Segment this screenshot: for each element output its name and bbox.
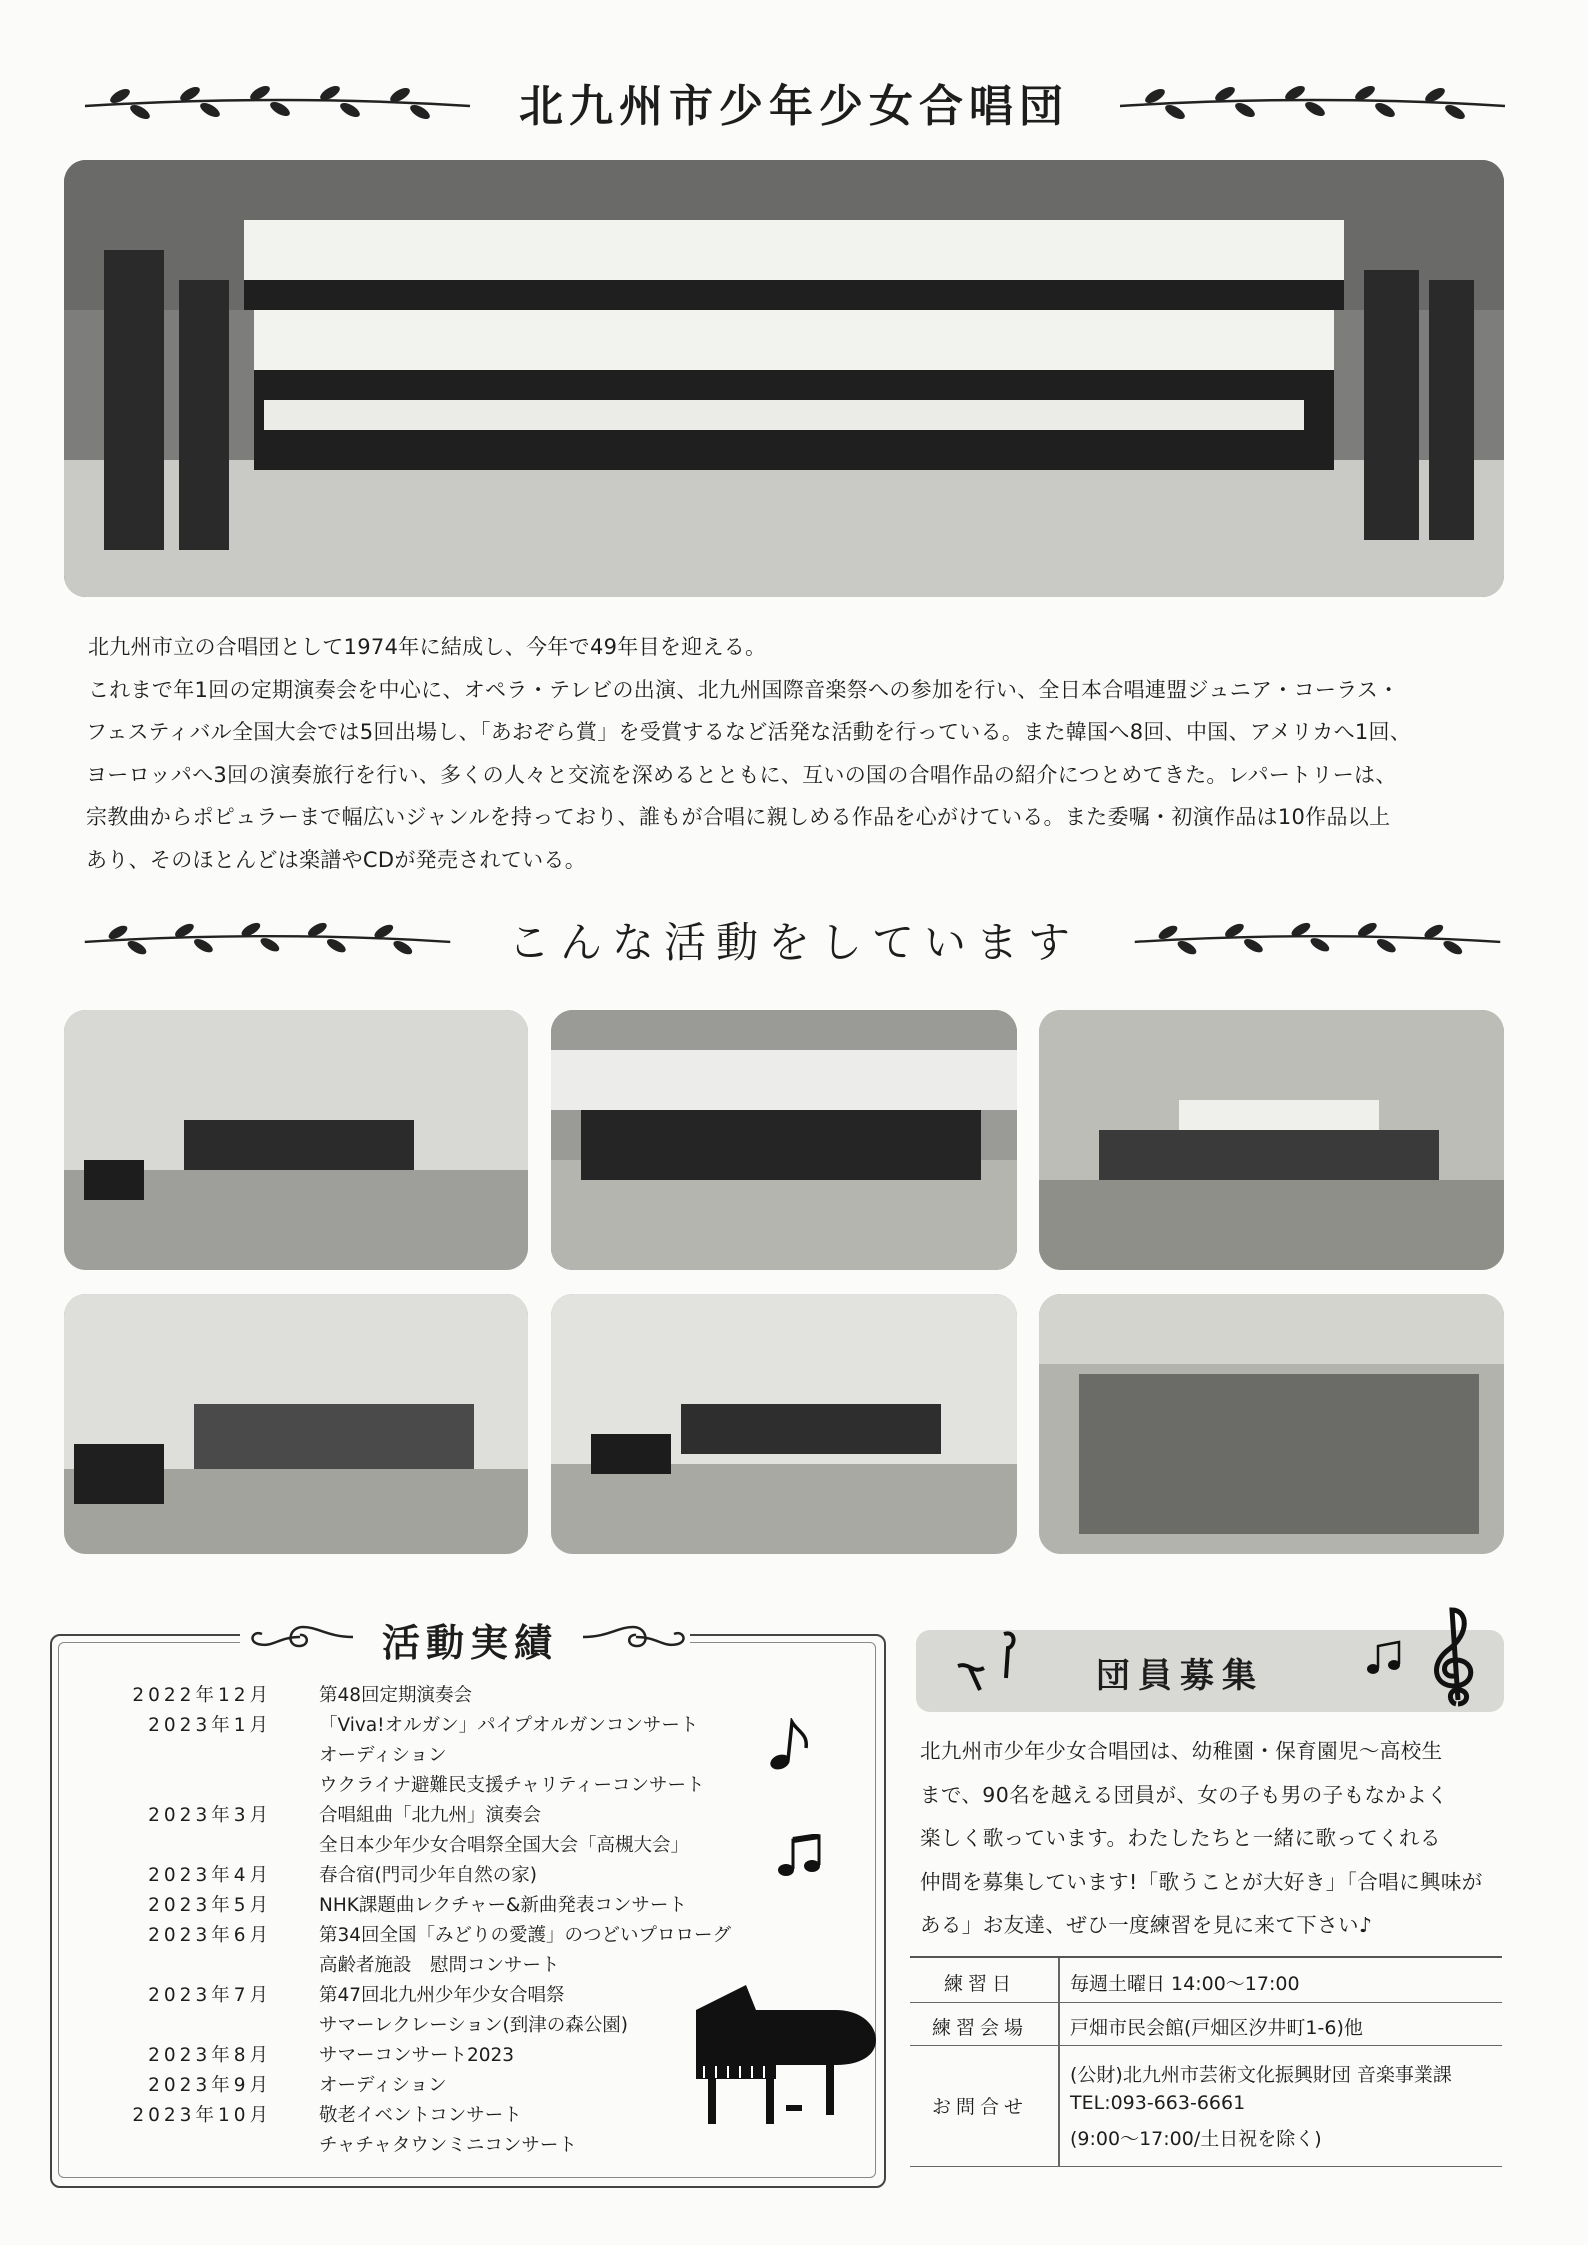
info-table: [910, 1956, 1502, 2166]
notes-icon: [1364, 1638, 1404, 1678]
record-item: オーディション: [319, 2075, 447, 2096]
intro-line: ヨーロッパへ3回の演奏旅行を行い、多くの人々と交流を深めるとともに、互いの国の合唱作品の紹介につとめてきた。レパートリーは、: [86, 762, 1397, 787]
grand-piano-icon: [686, 1980, 886, 2130]
record-item: オーディション: [319, 1745, 447, 1766]
intro-line: 北九州市立の合唱団として1974年に結成し、今年で49年目を迎える。: [88, 635, 767, 659]
intro-line: あり、そのほとんどは楽譜やCDが発売されている。: [86, 847, 587, 872]
beamed-notes-icon: [776, 1834, 824, 1878]
info-value: (9:00〜17:00/土日祝を除く): [1070, 2128, 1322, 2150]
record-item: ウクライナ避難民支援チャリティーコンサート: [319, 1775, 705, 1796]
laurel-right-ornament: [1130, 920, 1505, 960]
intro-line: 宗教曲からポピュラーまで幅広いジャンルを持っており、誰もが合唱に親しめる作品を心がけている。また委嘱・初演作品は10作品以上: [86, 805, 1391, 829]
record-date: 2023年3月: [148, 1805, 272, 1826]
recruit-line: 仲間を募集しています!「歌うことが大好き」「合唱に興味が: [920, 1869, 1483, 1894]
info-label: お問合せ: [931, 2096, 1028, 2118]
page-title: 北九州市少年少女合唱団: [519, 81, 1069, 132]
record-item: サマーコンサート2023: [319, 2045, 515, 2066]
record-date: 2022年12月: [132, 1685, 272, 1706]
info-value: 戸畑市民会館(戸畑区汐井町1-6)他: [1070, 2017, 1363, 2039]
info-value: (公財)北九州市芸術文化振興財団 音楽事業課: [1070, 2064, 1452, 2086]
record-item: 合唱組曲「北九州」演奏会: [319, 1805, 542, 1826]
intro-text: [88, 626, 1508, 881]
activity-photo-concert-4: [551, 1294, 1017, 1554]
activity-photo-concert-3: [64, 1294, 528, 1554]
record-item: 春合宿(門司少年自然の家): [319, 1865, 537, 1886]
record-date: 2023年9月: [148, 2075, 272, 2096]
recruit-line: 北九州市少年少女合唱団は、幼稚園・保育園児〜高校生: [920, 1739, 1443, 1763]
intro-line: これまで年1回の定期演奏会を中心に、オペラ・テレビの出演、北九州国際音楽祭への参加を行い、全日本合唱連盟ジュニア・コーラス・: [88, 677, 1400, 702]
record-date: 2023年1月: [148, 1715, 272, 1736]
record-date: 2023年7月: [148, 1985, 272, 2006]
info-row-practice-venue: [910, 2003, 1502, 2046]
record-date: 2023年10月: [132, 2105, 272, 2126]
record-item: NHK課題曲レクチャー&新曲発表コンサート: [319, 1895, 687, 1916]
activity-photo-concert-2: [551, 1010, 1017, 1270]
record-item: 第47回北九州少年少女合唱祭: [319, 1985, 565, 2006]
info-row-contact: [910, 2046, 1502, 2167]
record-item: サマーレクレーション(到津の森公園): [319, 2015, 628, 2036]
info-row-practice-day: [910, 1958, 1502, 2003]
activity-photo-stage-show: [1039, 1010, 1504, 1270]
record-date: 2023年4月: [148, 1865, 272, 1886]
records-heading: 活動実績: [381, 1621, 558, 1665]
record-date: 2023年6月: [148, 1925, 272, 1946]
record-item: 第34回全国「みどりの愛護」のつどいプロローグ: [319, 1925, 732, 1946]
record-item: 高齢者施設 慰問コンサート: [319, 1955, 560, 1976]
info-value: 毎週土曜日 14:00〜17:00: [1070, 1973, 1300, 1995]
record-item: 敬老イベントコンサート: [319, 2105, 522, 2126]
scroll-ornament-left-icon: [248, 1622, 358, 1652]
eighth-note-icon: [768, 1718, 812, 1772]
treble-clef-icon: [1418, 1604, 1490, 1714]
recruit-heading: 団員募集: [1096, 1656, 1264, 1696]
info-label: 練習日: [943, 1973, 1016, 1995]
info-value: TEL:093-663-6661: [1070, 2092, 1246, 2114]
laurel-right-ornament: [1115, 84, 1510, 124]
record-date: 2023年8月: [148, 2045, 272, 2066]
recruit-text: [920, 1730, 1505, 1948]
record-item: チャチャタウンミニコンサート: [319, 2135, 577, 2156]
music-note-icon: [950, 1618, 1030, 1698]
recruit-line: ある」お友達、ぜひ一度練習を見に来て下さい♪: [920, 1913, 1373, 1937]
activity-photo-group-outdoor: [1039, 1294, 1504, 1554]
record-date: 2023年5月: [148, 1895, 272, 1916]
record-item: 第48回定期演奏会: [319, 1685, 473, 1706]
activities-heading: こんな活動をしています: [507, 918, 1080, 967]
recruit-line: まで、90名を越える団員が、女の子も男の子もなかよく: [920, 1782, 1449, 1807]
choir-group-photo: [64, 160, 1504, 597]
scroll-ornament-right-icon: [578, 1622, 688, 1652]
activity-photo-concert-1: [64, 1010, 528, 1270]
recruit-line: 楽しく歌っています。わたしたちと一緒に歌ってくれる: [920, 1826, 1441, 1850]
record-item: 「Viva!オルガン」パイプオルガンコンサート: [319, 1715, 699, 1736]
intro-line: フェスティバル全国大会では5回出場し、「あおぞら賞」を受賞するなど活発な活動を行っている。また韓国へ8回、中国、アメリカへ1回、: [86, 720, 1412, 744]
info-label: 練習会場: [931, 2017, 1028, 2039]
record-item: 全日本少年少女合唱祭全国大会「高槻大会」: [319, 1835, 690, 1856]
